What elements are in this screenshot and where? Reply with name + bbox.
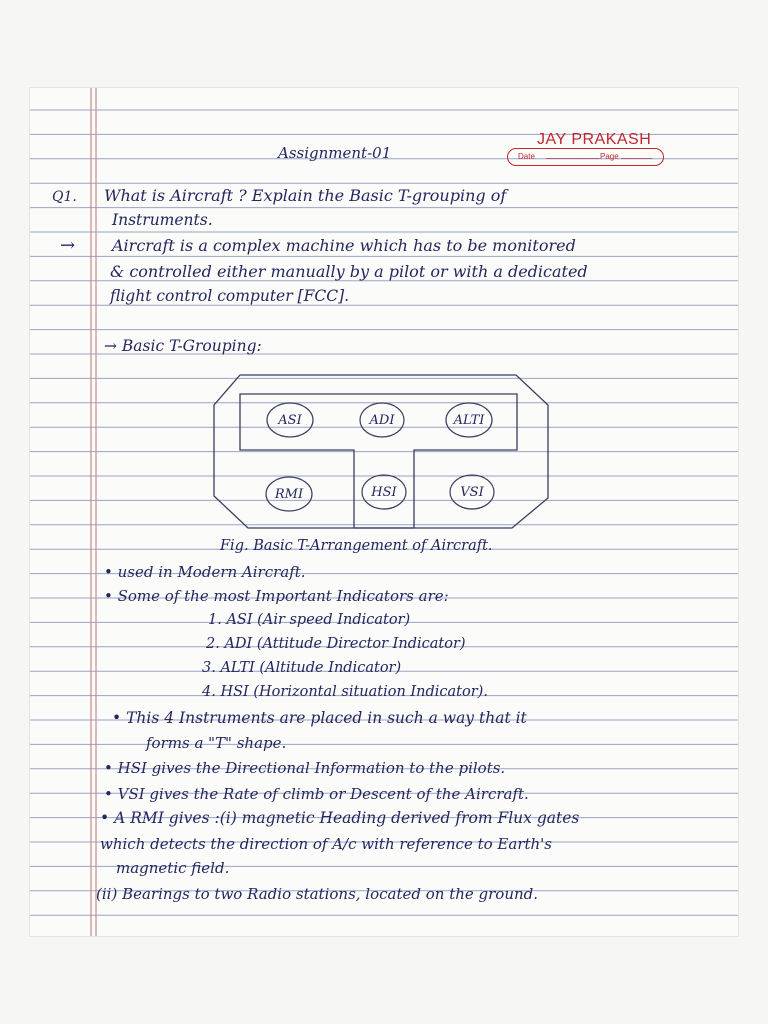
date-page-box: Date ____________ Page _______ — [507, 148, 664, 166]
section-heading: → Basic T-Grouping: — [104, 337, 262, 355]
adi-label: ADI — [369, 412, 395, 428]
indicator-item: 4. HSI (Horizontal situation Indicator). — [202, 684, 488, 700]
note-vsi: • VSI gives the Rate of climb or Descent of the Aircraft. — [104, 785, 529, 803]
asi-label: ASI — [278, 412, 302, 428]
question-line-2: Instruments. — [112, 211, 213, 229]
hsi-label: HSI — [371, 484, 397, 500]
note-rmi-line-4: (ii) Bearings to two Radio stations, located on the ground. — [96, 885, 539, 903]
note-used-in: • used in Modern Aircraft. — [104, 563, 306, 581]
page-label: Page — [600, 152, 619, 161]
brand-name: JAY PRAKASH — [537, 131, 652, 148]
answer-line-2: & controlled either manually by a pilot or with a dedicated — [110, 262, 588, 281]
note-indicators-intro: • Some of the most Important Indicators are: — [104, 587, 449, 605]
indicator-item: 1. ASI (Air speed Indicator) — [208, 612, 411, 628]
note-placement-line-1: • This 4 Instruments are placed in such a way that it — [112, 709, 527, 727]
note-hsi: • HSI gives the Directional Information to the pilots. — [104, 759, 506, 777]
page-title: Assignment-01 — [278, 144, 392, 162]
answer-line-3: flight control computer [FCC]. — [110, 287, 350, 305]
vsi-label: VSI — [460, 484, 484, 500]
alti-label: ALTI — [453, 412, 485, 428]
answer-line-1: Aircraft is a complex machine which has to be monitored — [112, 236, 576, 255]
note-placement-line-2: forms a "T" shape. — [146, 734, 287, 752]
figure-caption: Fig. Basic T-Arrangement of Aircraft. — [220, 538, 493, 554]
indicator-item: 3. ALTI (Altitude Indicator) — [202, 660, 402, 676]
question-line-1: What is Aircraft ? Explain the Basic T-grouping of — [104, 186, 507, 205]
answer-arrow: → — [60, 235, 76, 256]
note-rmi-line-3: magnetic field. — [116, 859, 230, 877]
instrument-panel-outline — [214, 375, 548, 528]
date-label: Date — [518, 152, 535, 161]
question-number: Q1. — [52, 189, 77, 205]
note-rmi-line-2: which detects the direction of A/c with reference to Earth's — [100, 835, 552, 853]
indicator-item: 2. ADI (Attitude Director Indicator) — [206, 636, 466, 652]
rmi-label: RMI — [274, 486, 304, 502]
note-rmi-line-1: • A RMI gives :(i) magnetic Heading derived from Flux gates — [100, 809, 580, 827]
